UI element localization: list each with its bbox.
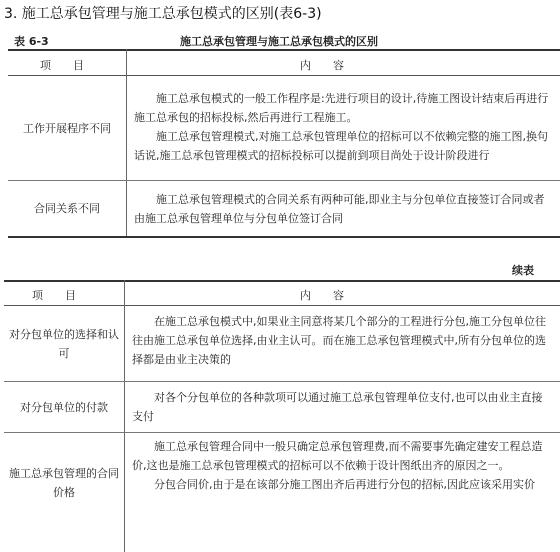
- section-heading: 3. 施工总承包管理与施工总承包模式的区别(表6-3): [4, 6, 322, 22]
- table-top-rule: [4, 280, 560, 282]
- column-header-item: 项 目: [40, 59, 84, 72]
- table-bottom-rule: [8, 236, 560, 238]
- content-paragraph: 施工总承包管理合同中一般只确定总承包管理费,而不需要事先确定建安工程总造价,这也是施工总承包管理模式的招标可以不依赖于设计图纸出齐的原因之一。: [132, 440, 543, 472]
- row-item-label: 施工总承包管理的合同价格: [9, 467, 119, 499]
- content-paragraph: 在施工总承包模式中,如果业主同意将某几个部分的工程进行分包,施工分包单位往往由施工总承包单位选择,由业主认可。而在施工总承包管理模式中,所有分包单位的选择都是由业主决策的: [132, 315, 546, 366]
- column-header-content: 内 容: [300, 59, 344, 72]
- row-item-label: 合同关系不同: [34, 202, 100, 215]
- content-paragraph: 施工总承包管理模式,对施工总承包管理单位的招标可以不依赖完整的施工图,换句话说,施工总承包管理模式的招标投标可以提前到项目尚处于设计阶段进行: [134, 130, 548, 162]
- table-number: 表 6-3: [14, 35, 49, 48]
- table-top-rule: [8, 49, 560, 51]
- table-title: 施工总承包管理与施工总承包模式的区别: [180, 35, 378, 48]
- row-content: [134, 89, 554, 165]
- continued-label: 续表: [512, 264, 534, 277]
- column-divider: [124, 280, 125, 552]
- content-paragraph: 分包合同价,由于是在该部分施工图出齐后再进行分包的招标,因此应该采用实价: [154, 478, 535, 491]
- content-paragraph: 施工总承包模式的一般工作程序是:先进行项目的设计,待施工图设计结束后再进行施工总承包的招标投标,然后再进行工程施工。: [134, 92, 549, 124]
- row-content: [132, 388, 552, 426]
- row-item-label: 对分包单位的选择和认可: [9, 327, 119, 360]
- column-divider: [126, 49, 127, 236]
- content-paragraph: 施工总承包管理模式的合同关系有两种可能,即业主与分包单位直接签订合同或者由施工总承包管理单位与分包单位签订合同: [134, 193, 545, 225]
- row-content: [132, 437, 552, 494]
- row-content: [134, 190, 554, 228]
- row-content: [132, 312, 552, 369]
- column-header-item: 项 目: [32, 289, 76, 302]
- content-paragraph: 对各个分包单位的各种款项可以通过施工总承包管理单位支付,也可以由业主直接支付: [132, 391, 543, 423]
- row-item-label: 对分包单位的付款: [20, 400, 108, 414]
- row-item-label: 工作开展程序不同: [23, 121, 111, 135]
- column-header-content: 内 容: [300, 289, 344, 302]
